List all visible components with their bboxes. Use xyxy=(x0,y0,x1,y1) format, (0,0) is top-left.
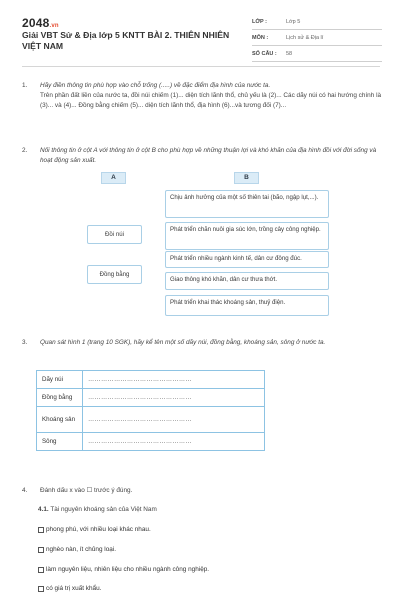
answer-field[interactable]: ………………………………………… xyxy=(83,433,265,451)
sub-question-4-1 xyxy=(38,505,157,515)
table-row xyxy=(37,371,265,389)
table-row xyxy=(37,407,265,433)
column-a-header: A xyxy=(101,172,126,184)
meta-row-count xyxy=(252,46,382,62)
match-a-mountains[interactable]: Đồi núi xyxy=(87,225,142,244)
question-body xyxy=(40,81,382,111)
question-text: Trên phần đất liền của nước ta, đồi núi chiếm (1)... diện tích lãnh thổ, chủ yếu là (2)... Các dãy núi có hai hướng chính là (3)... và (4)... Đồng bằng chiếm (5)... diện tích lãnh thổ, địa hình (6)...và tương đối (7)... xyxy=(40,92,382,109)
match-b-item-2[interactable]: Phát triển chăn nuôi gia súc lớn, trồng cây công nghiệp. xyxy=(165,222,329,250)
question-prompt: Đánh dấu x vào ☐ trước ý đúng. xyxy=(40,487,133,494)
checkbox[interactable] xyxy=(38,586,44,592)
meta-value: Lớp 5 xyxy=(286,18,301,25)
meta-key: MÔN : xyxy=(252,34,269,41)
answer-field[interactable]: ………………………………………… xyxy=(83,389,265,407)
column-b-header: B xyxy=(234,172,259,184)
meta-table xyxy=(252,14,382,62)
page-header xyxy=(0,0,400,62)
question-number: 4. xyxy=(22,487,28,494)
question-number: 1. xyxy=(22,82,28,89)
checkbox[interactable] xyxy=(38,527,44,533)
document-title: Giải VBT Sử & Địa lớp 5 KNTT BÀI 2. THIÊN NHIÊN VIỆT NAM xyxy=(22,30,230,51)
answer-field[interactable]: ………………………………………… xyxy=(83,371,265,389)
header-divider xyxy=(22,66,380,67)
row-label: Dãy núi xyxy=(37,371,83,389)
match-b-item-4[interactable]: Giao thông khó khăn, dân cư thưa thớt. xyxy=(165,272,329,290)
question-prompt: Nối thông tin ở cột A với thông tin ở cột B cho phù hợp về những thuận lợi và khó khăn của địa hình đồi với đời sống và hoạt động sản xuất. xyxy=(40,147,377,164)
table-row xyxy=(37,389,265,407)
answer-field[interactable]: ………………………………………… xyxy=(83,407,265,433)
option-4[interactable] xyxy=(38,585,101,592)
logo-text: 2048 xyxy=(22,16,50,30)
row-label: Khoáng sản xyxy=(37,407,83,433)
row-label: Đồng bằng xyxy=(37,389,83,407)
match-a-plains[interactable]: Đồng bằng xyxy=(87,265,142,284)
table-row xyxy=(37,433,265,451)
meta-row-grade xyxy=(252,14,382,30)
question-prompt: Hãy điền thông tin phù hợp vào chỗ trống (.....) về đặc điểm địa hình của nước ta. xyxy=(40,82,271,89)
option-label: làm nguyên liệu, nhiên liệu cho nhiều ngành công nghiệp. xyxy=(46,566,210,573)
meta-key: SỐ CÂU : xyxy=(252,50,277,57)
match-b-item-3[interactable]: Phát triển nhiều ngành kinh tế, dân cư đông đúc. xyxy=(165,251,329,268)
meta-key: LỚP : xyxy=(252,18,267,25)
checkbox[interactable] xyxy=(38,547,44,553)
meta-value: Lịch sử & Địa lí xyxy=(286,34,324,41)
option-label: nghèo nàn, ít chủng loại. xyxy=(46,546,116,553)
meta-row-subject xyxy=(252,30,382,46)
meta-value: 58 xyxy=(286,50,293,57)
question-prompt: Quan sát hình 1 (trang 10 SGK), hãy kể tên một số dãy núi, đồng bằng, khoáng sản, sông ở nước ta. xyxy=(40,339,326,346)
question-number: 3. xyxy=(22,339,28,346)
question-number: 2. xyxy=(22,147,28,154)
option-label: có giá trị xuất khẩu. xyxy=(46,585,102,592)
logo-suffix: .vn xyxy=(49,23,59,29)
answer-table xyxy=(36,370,265,451)
option-3[interactable] xyxy=(38,566,209,573)
match-b-item-1[interactable]: Chịu ảnh hưởng của một số thiên tai (bão, ngập lụt,...). xyxy=(165,190,329,218)
sub-question-number: 4.1. xyxy=(38,506,49,513)
checkbox[interactable] xyxy=(38,567,44,573)
option-1[interactable] xyxy=(38,526,151,533)
sub-question-prompt: Tài nguyên khoáng sản của Việt Nam xyxy=(50,506,157,513)
option-2[interactable] xyxy=(38,546,116,553)
row-label: Sông xyxy=(37,433,83,451)
site-logo[interactable] xyxy=(22,16,59,30)
option-label: phong phú, với nhiều loại khác nhau. xyxy=(46,526,151,533)
match-b-item-5[interactable]: Phát triển khai thác khoáng sản, thuỷ điện. xyxy=(165,295,329,316)
